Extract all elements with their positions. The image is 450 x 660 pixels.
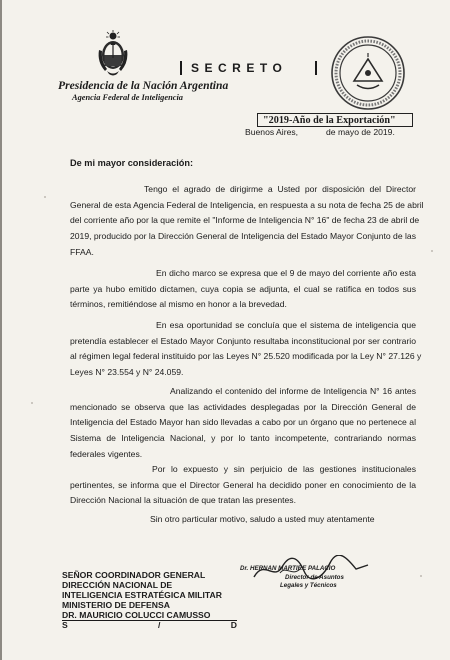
addressee-line: DIRECCIÓN NACIONAL DE bbox=[62, 580, 173, 590]
scan-speck bbox=[44, 196, 46, 198]
addressee-d: D bbox=[230, 620, 237, 630]
addressee-s: S bbox=[62, 620, 68, 630]
date-month-year: de mayo de 2019. bbox=[326, 127, 395, 137]
signatory-title: Director de Asuntos bbox=[285, 574, 344, 581]
paragraph-line: Por lo expuesto y sin perjuicio de las gestiones institucionales bbox=[152, 464, 416, 474]
paragraph-line: mencionado se observa que las actividades desplegadas por la Dirección General de bbox=[70, 401, 416, 412]
date-city: Buenos Aires, bbox=[245, 127, 299, 137]
paragraph-line: 2019, producido por la Dirección General de Inteligencia del Estado Mayor Conjunto de las bbox=[70, 231, 416, 242]
paragraph-line: parte ya hubo emitido dictamen, cuya copia se adjunta, el cual se ratifica en todos sus bbox=[70, 283, 416, 294]
paragraph-line: Analizando el contenido del informe de Inteligencia N° 16 antes bbox=[170, 386, 416, 396]
scan-edge bbox=[0, 0, 2, 660]
paragraph-2 bbox=[70, 266, 416, 313]
paragraph-line: En dicho marco se expresa que el 9 de mayo del corriente año esta bbox=[156, 268, 416, 278]
paragraph-5 bbox=[70, 462, 416, 509]
addressee-line: INTELIGENCIA ESTRATÉGICA MILITAR bbox=[62, 590, 222, 600]
addressee-line: MINISTERIO DE DEFENSA bbox=[62, 600, 170, 610]
paragraph-line: Tengo el agrado de dirigirme a Usted por disposición del Director bbox=[144, 184, 416, 194]
addressee-line: SEÑOR COORDINADOR GENERAL bbox=[62, 570, 206, 580]
classification-stamp: SECRETO bbox=[180, 61, 317, 75]
signatory-title: Legales y Técnicos bbox=[280, 582, 337, 589]
signatory-name: Dr. HERNAN MARTIRE PALACIO bbox=[240, 565, 336, 572]
paragraph-line: al régimen legal federal instituido por las Leyes N° 25.520 modificada por la Ley N° 27.126 y bbox=[70, 351, 422, 362]
year-motto-stamp: "2019-Año de la Exportación" bbox=[257, 113, 413, 127]
paragraph-line: FFAA. bbox=[70, 246, 94, 257]
date-line bbox=[245, 127, 395, 137]
paragraph-line: términos, remitiéndose al mismo en honor a la brevedad. bbox=[70, 299, 287, 310]
scan-speck bbox=[31, 402, 33, 404]
paragraph-line: federales vigentes. bbox=[70, 448, 143, 459]
argentina-coat-of-arms-icon bbox=[95, 30, 131, 78]
paragraph-line: General de esta Agencia Federal de Inteligencia, en respuesta a su nota de fecha 25 de abril bbox=[70, 199, 424, 210]
paragraph-line: Dirección Nacional la situación de que tratan las presentes. bbox=[70, 495, 296, 506]
paragraph-line: pretendía establecer el Estado Mayor Conjunto resultaba inconstitucional por ser contrario bbox=[70, 335, 416, 346]
paragraph-line: Leyes N° 23.554 y N° 24.059. bbox=[70, 367, 184, 378]
addressee-slash: / bbox=[158, 620, 161, 630]
agency-name: Agencia Federal de Inteligencia bbox=[72, 93, 183, 102]
paragraph-line: En esa oportunidad se concluía que el sistema de inteligencia que bbox=[156, 320, 416, 330]
paragraph-line: Sin otro particular motivo, saludo a usted muy atentamente bbox=[150, 514, 375, 524]
paragraph-6 bbox=[70, 512, 416, 528]
paragraph-line: Inteligencia del Estado Mayor han sido llevadas a cabo por un órgano que no pertenece al bbox=[70, 417, 416, 428]
paragraph-1 bbox=[70, 182, 424, 261]
greeting: De mi mayor consideración: bbox=[70, 158, 194, 168]
addressee-sd-line bbox=[62, 620, 237, 630]
paragraph-3 bbox=[70, 318, 422, 381]
scan-speck bbox=[431, 250, 433, 252]
paragraph-4 bbox=[70, 384, 416, 463]
presidency-heading: Presidencia de la Nación Argentina bbox=[58, 79, 229, 92]
paragraph-line: del corriente año por la que remite el "Informe de Inteligencia N° 16" de fecha 23 de abril de bbox=[70, 215, 420, 226]
scan-speck bbox=[420, 575, 422, 577]
paragraph-line: Sistema de Inteligencia Nacional, y por lo tanto incompetente, contrariando normas bbox=[70, 433, 416, 444]
addressee-line: DR. MAURICIO COLUCCI CAMUSSO bbox=[62, 610, 211, 620]
paragraph-line: pertinentes, se informa que el Director General ha decidido poner en conocimiento de la bbox=[70, 479, 416, 490]
agency-seal-icon bbox=[330, 35, 406, 111]
